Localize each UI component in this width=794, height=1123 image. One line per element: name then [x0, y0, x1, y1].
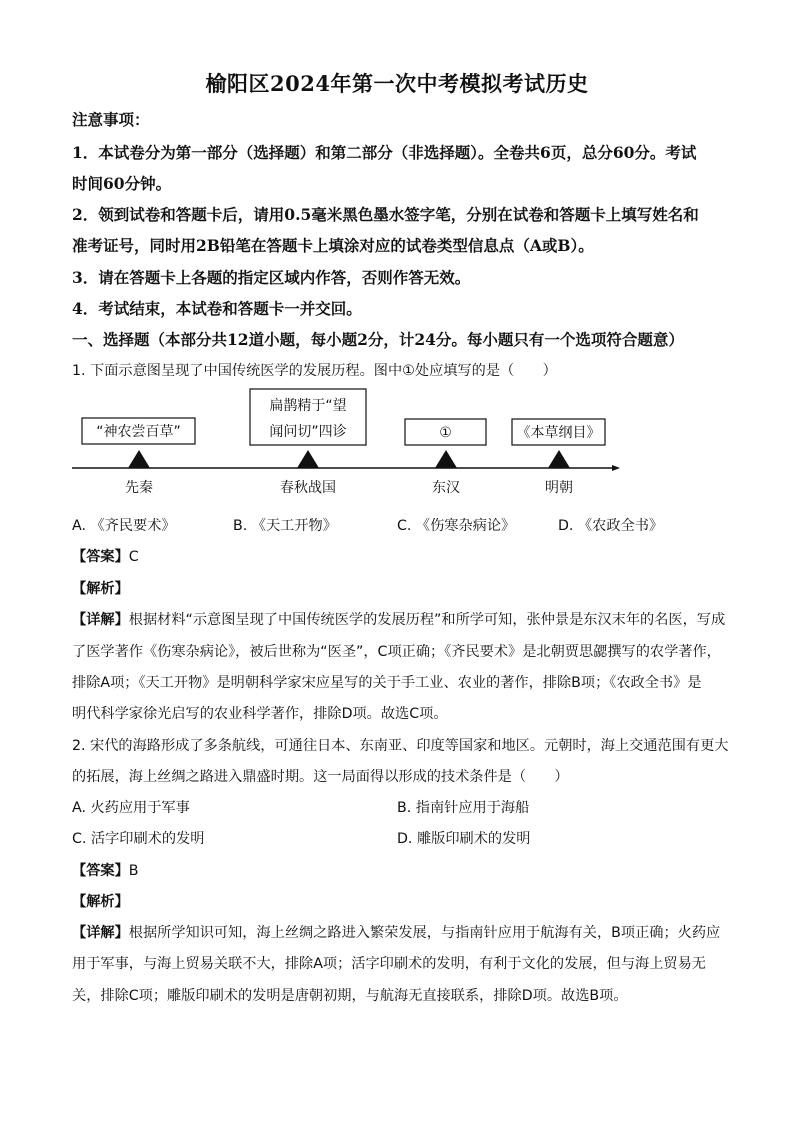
- question-1-analysis-label: 【解析】: [72, 581, 129, 597]
- timeline-era-chunqiu: 春秋战国: [280, 480, 336, 496]
- question-1-detail-line: 了医学著作《伤寒杂病论》，被后世称为“医圣”，C项正确；《齐民要术》是北朝贾思勰撰写的农学著作，: [72, 644, 721, 660]
- notice-line: 3．请在答题卡上各题的指定区域内作答，否则作答无效。: [72, 268, 471, 287]
- timeline-marker-chunqiu: [297, 450, 319, 468]
- timeline-era-donghan: 东汉: [432, 480, 460, 496]
- question-2-stem-line: 的拓展，海上丝绸之路进入鼎盛时期。这一局面得以形成的技术条件是（ ）: [72, 769, 569, 785]
- question-2-detail-line: [72, 922, 732, 942]
- notice-line: 准考证号，同时用2B铅笔在答题卡上填涂对应的试卷类型信息点（A或B）。: [72, 236, 594, 255]
- question-1-option-a: A. 《齐民要术》: [72, 518, 176, 534]
- question-1-option-c: C. 《伤寒杂病论》: [397, 518, 516, 534]
- notice-line: 1．本试卷分为第一部分（选择题）和第二部分（非选择题）。全卷共6页，总分60分。考试: [72, 143, 697, 162]
- notice-heading: 注意事项：: [72, 110, 150, 129]
- question-2-analysis-label: 【解析】: [72, 894, 129, 910]
- notice-line: 2．领到试卷和答题卡后，请用0.5毫米黑色墨水签字笔，分别在试卷和答题卡上填写姓名和: [72, 205, 699, 224]
- question-2-option-d: D. 雕版印刷术的发明: [397, 831, 531, 847]
- timeline-era-mingchao: 明朝: [545, 480, 573, 496]
- timeline-box-shennong-text: “神农尝百草”: [96, 424, 181, 440]
- question-2-option-a: A. 火药应用于军事: [72, 800, 190, 816]
- section-heading: 一、选择题（本部分共12道小题，每小题2分，计24分。每小题只有一个选项符合题意）: [72, 330, 684, 349]
- timeline-marker-mingchao: [548, 450, 570, 468]
- question-1-detail-line: [72, 609, 732, 629]
- notice-line: 4．考试结束，本试卷和答题卡一并交回。: [72, 299, 362, 318]
- question-1-detail-line: 明代科学家徐光启写的农业科学著作，排除D项。故选C项。: [72, 706, 448, 722]
- question-2-answer: [72, 860, 732, 880]
- question-2-stem-line: 2. 宋代的海路形成了多条航线，可通往日本、东南亚、印度等国家和地区。元朝时，海上交通范围有更大: [72, 738, 729, 754]
- question-2-option-c: C. 活字印刷术的发明: [72, 831, 205, 847]
- medicine-timeline-diagram: [0, 380, 794, 510]
- detail-label: 【详解】: [72, 612, 129, 628]
- page-title: 榆阳区2024年第一次中考模拟考试历史: [205, 71, 589, 96]
- timeline-arrowhead: [612, 465, 620, 471]
- timeline-marker-donghan: [435, 450, 457, 468]
- timeline-box-bencao-text: 《本草纲目》: [516, 425, 601, 441]
- question-1-stem: 1. 下面示意图呈现了中国传统医学的发展历程。图中①处应填写的是（ ）: [72, 363, 557, 379]
- question-1-answer: [72, 546, 732, 566]
- timeline-box-bianque-text-2: 闻问切”四诊: [269, 424, 347, 440]
- question-1-detail-line: 排除A项；《天工开物》是明朝科学家宋应星写的关于手工业、农业的著作，排除B项；《农政全书》是: [72, 675, 702, 691]
- answer-value: C: [128, 549, 139, 565]
- detail-text: 根据所学知识可知，海上丝绸之路进入繁荣发展，与指南针应用于航海有关，B项正确；火药应: [128, 925, 721, 941]
- question-1-option-b: B. 《天工开物》: [233, 518, 337, 534]
- question-2-detail-line: 用于军事，与海上贸易关联不大，排除A项；活字印刷术的发明，有利于文化的发展，但与海上贸易无: [72, 956, 706, 972]
- detail-label: 【详解】: [72, 925, 129, 941]
- question-2-option-b: B. 指南针应用于海船: [397, 800, 530, 816]
- timeline-era-xianqin: 先秦: [125, 480, 153, 496]
- answer-label: 【答案】: [72, 549, 129, 565]
- answer-value: B: [128, 863, 139, 879]
- question-2-detail-line: 关，排除C项；雕版印刷术的发明是唐朝初期，与航海无直接联系，排除D项。故选B项。: [72, 988, 628, 1004]
- notice-line: 时间60分钟。: [72, 174, 172, 193]
- timeline-box-blank-text: ①: [439, 425, 452, 441]
- answer-label: 【答案】: [72, 863, 129, 879]
- timeline-marker-xianqin: [128, 450, 150, 468]
- detail-text: 根据材料“示意图呈现了中国传统医学的发展历程”和所学可知，张仲景是东汉末年的名医，写成: [128, 612, 726, 628]
- question-1-option-d: D. 《农政全书》: [558, 518, 664, 534]
- timeline-box-bianque-text-1: 扁鹊精于“望: [269, 398, 347, 414]
